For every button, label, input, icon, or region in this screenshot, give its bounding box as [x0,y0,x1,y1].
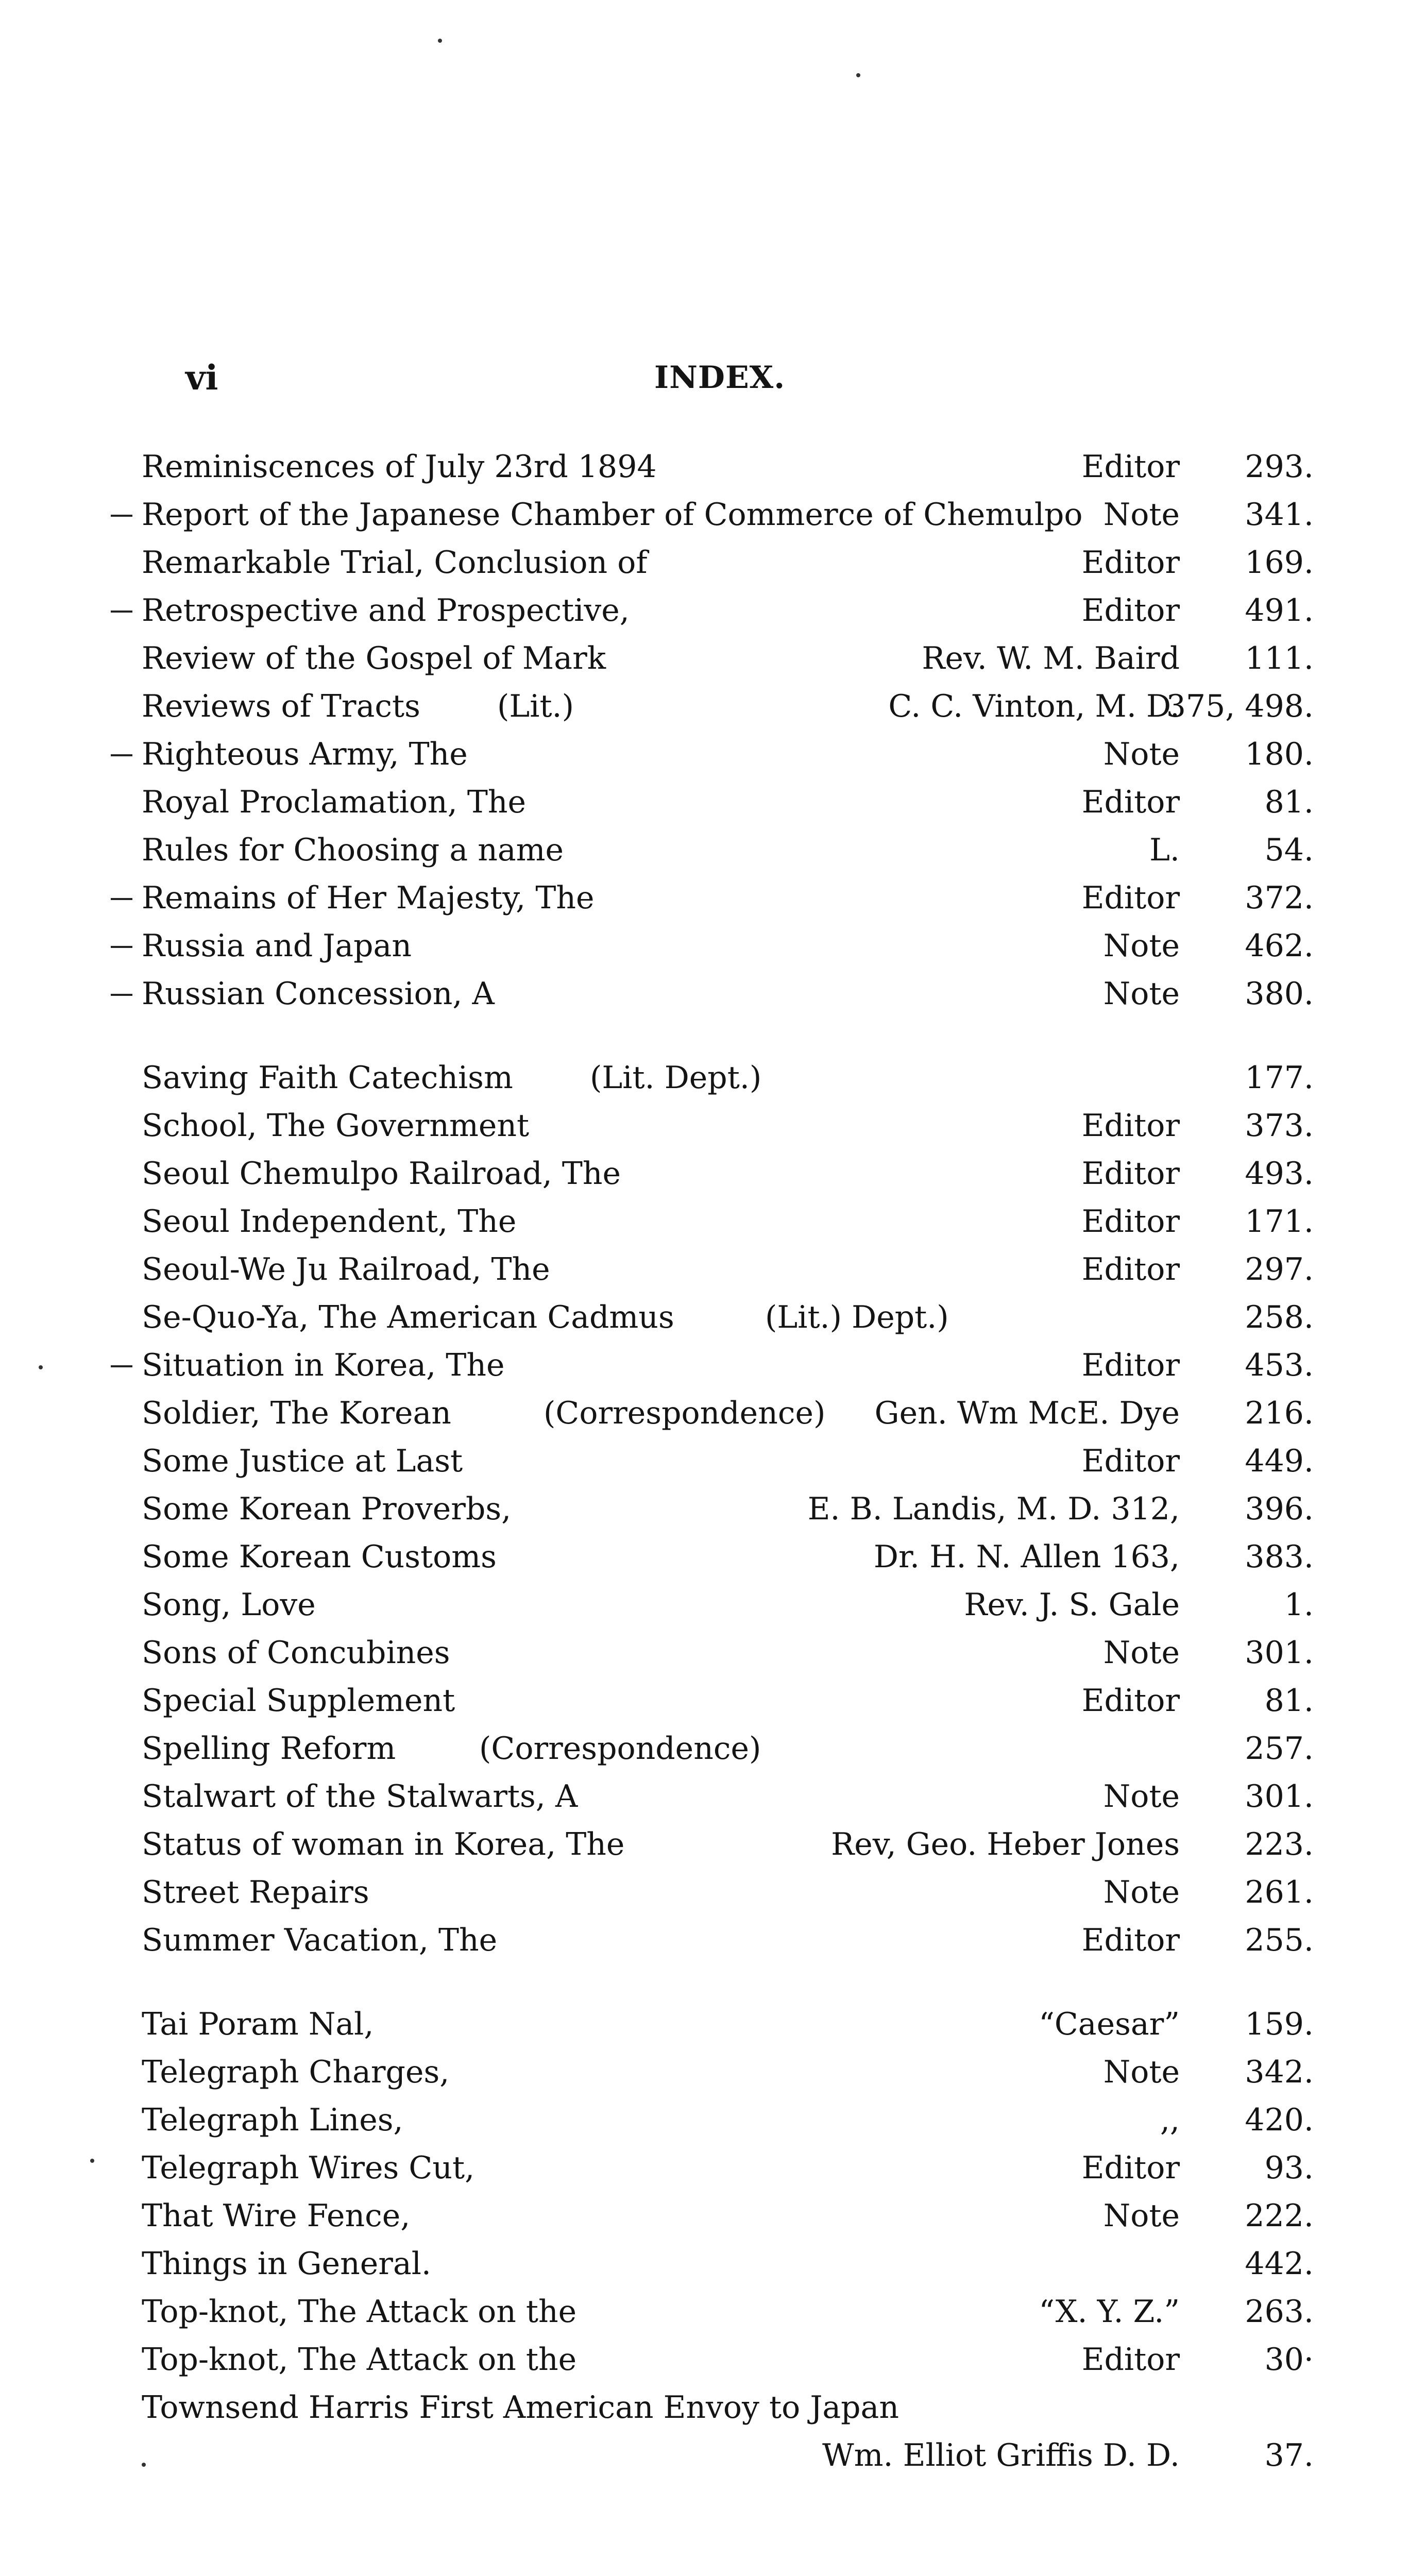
entry-title: Soldier, The Korean [142,1395,451,1431]
entry-page-number: 293. [1245,449,1314,485]
entry-author: Rev. J. S. Gale [964,1587,1180,1623]
index-entry [142,1629,1327,1677]
entry-author: Editor [1081,592,1180,629]
entry-title: Remarkable Trial, Conclusion of [142,545,648,581]
index-entry [142,1869,1327,1917]
entry-author: E. B. Landis, M. D. 312, [807,1491,1180,1527]
index-entry [142,1485,1327,1533]
entry-title: Status of woman in Korea, The [142,1826,625,1862]
entry-page-number: 180. [1245,736,1314,772]
entry-page-number: 177. [1245,1060,1314,1096]
entry-page-number: 383. [1245,1539,1314,1575]
margin-pencil-mark [111,1365,132,1367]
entry-title: Special Supplement [142,1683,455,1719]
entry-author: Note [1103,736,1180,772]
margin-pencil-mark [111,611,132,613]
index-entry [142,443,1327,491]
index-entry [142,491,1327,539]
entry-title: Se-Quo-Ya, The American Cadmus [142,1299,674,1335]
index-entry [142,970,1327,1018]
entry-author: Note [1103,1778,1180,1815]
index-entry [142,2144,1327,2192]
entry-author: Note [1103,497,1180,533]
entry-title: Saving Faith Catechism [142,1060,513,1096]
print-speck [90,2159,94,2163]
entry-page-number: 81. [1264,784,1314,820]
entry-title: Telegraph Charges, [142,2054,450,2090]
entry-page-number: 453. [1245,1347,1314,1383]
entry-page-number: 30· [1264,2342,1314,2378]
entry-note: (Correspondence) [544,1395,826,1431]
entry-title: Top-knot, The Attack on the [142,2294,577,2330]
entry-title: Seoul-We Ju Railroad, The [142,1251,550,1287]
entry-page-number: 493. [1245,1156,1314,1192]
entry-title: Townsend Harris First American Envoy to Japan [142,2389,899,2426]
entry-title: Spelling Reform [142,1731,396,1767]
index-entry [142,1581,1327,1629]
entry-title: Tai Poram Nal, [142,2006,374,2042]
index-entry [142,587,1327,635]
entry-author: L. [1149,832,1180,868]
entry-page-number: 449. [1245,1443,1314,1479]
index-section [142,443,1327,1018]
entry-page-number: 442. [1245,2246,1314,2282]
index-entry [142,1773,1327,1821]
index-entry [142,1150,1327,1198]
index-entry [142,2336,1327,2384]
entry-title: Review of the Gospel of Mark [142,640,606,676]
entry-author: “X. Y. Z.” [1039,2294,1180,2330]
entry-page-number: 93. [1264,2150,1314,2186]
entry-author: Note [1103,2054,1180,2090]
index-entry [142,826,1327,874]
index-entry [142,874,1327,922]
index-entry [142,731,1327,778]
entry-title: Top-knot, The Attack on the [142,2342,577,2378]
index-entry [142,2384,1327,2480]
index-section [142,1054,1327,1964]
entry-author: Editor [1081,2150,1180,2186]
entry-title: Things in General. [142,2246,431,2282]
entry-title: That Wire Fence, [142,2198,411,2234]
entry-author: Editor [1081,1251,1180,1287]
entry-author: Dr. H. N. Allen 163, [873,1539,1180,1575]
entry-author: Editor [1081,1156,1180,1192]
running-title: INDEX. [654,360,786,396]
entry-title: Royal Proclamation, The [142,784,527,820]
entry-author: Note [1103,976,1180,1012]
entry-author: Note [1103,1874,1180,1910]
index-entry [142,2096,1327,2144]
entry-author: Editor [1081,1347,1180,1383]
entry-title: Some Korean Customs [142,1539,497,1575]
margin-pencil-mark [111,898,132,900]
entry-title: Some Korean Proverbs, [142,1491,512,1527]
entry-author: Gen. Wm McE. Dye [874,1395,1180,1431]
entry-page-number: 342. [1245,2054,1314,2090]
print-speck [39,1365,43,1369]
entry-author: Editor [1081,1443,1180,1479]
index-entry [142,635,1327,683]
entry-page-number: 223. [1245,1826,1314,1862]
entry-page-number: 261. [1245,1874,1314,1910]
entry-author: “Caesar” [1039,2006,1180,2042]
entry-author: Editor [1081,2342,1180,2378]
print-speck [142,2463,146,2467]
entry-author: Editor [1081,1108,1180,1144]
entry-author: Rev. W. M. Baird [922,640,1180,676]
entry-page-number: 1. [1284,1587,1314,1623]
entry-page-number: 81. [1264,1683,1314,1719]
print-speck [856,73,860,77]
index-entry [142,2288,1327,2336]
entry-title: Russian Concession, A [142,976,495,1012]
entry-note: (Lit.) [497,688,574,724]
index-entry [142,1102,1327,1150]
entry-note: (Correspondence) [479,1731,761,1767]
folio-page-number: vi [185,358,218,398]
entry-title: Rules for Choosing a name [142,832,564,868]
entry-author: Editor [1081,1204,1180,1240]
entry-author: Note [1103,1635,1180,1671]
entry-page-number: 171. [1245,1204,1314,1240]
entry-page-number: 420. [1245,2102,1314,2138]
index-entry [142,2048,1327,2096]
entry-page-number: 301. [1245,1778,1314,1815]
entry-page-number: 396. [1245,1491,1314,1527]
entry-title: Russia and Japan [142,928,412,964]
margin-pencil-mark [111,515,132,517]
entry-title: Some Justice at Last [142,1443,463,1479]
entry-page-number: 111. [1245,640,1314,676]
index-entry [142,2192,1327,2240]
entry-title: Stalwart of the Stalwarts, A [142,1778,578,1815]
entry-page-number: 375, 498. [1166,688,1314,724]
entry-page-number: 257. [1245,1731,1314,1767]
entry-author: Editor [1081,784,1180,820]
page-header [185,354,1339,401]
entry-page-number: 341. [1245,497,1314,533]
entry-page-number: 462. [1245,928,1314,964]
entry-title: Seoul Independent, The [142,1204,517,1240]
entry-title: Telegraph Lines, [142,2102,403,2138]
index-entry [142,1342,1327,1389]
entry-note: (Lit.) Dept.) [765,1299,949,1335]
entry-title: Retrospective and Prospective, [142,592,630,629]
entry-page-number: 491. [1245,592,1314,629]
index-entry [142,1054,1327,1102]
index-entry [142,1533,1327,1581]
entry-title: Summer Vacation, The [142,1922,498,1958]
entry-author: Editor [1081,545,1180,581]
entry-title: Righteous Army, The [142,736,468,772]
entry-author: C. C. Vinton, M. D. [888,688,1180,724]
entry-page-number: 380. [1245,976,1314,1012]
entry-title: Report of the Japanese Chamber of Commerce of Chemulpo [142,497,1083,533]
entry-title: Situation in Korea, The [142,1347,505,1383]
index-entry [142,1437,1327,1485]
index-entry [142,1677,1327,1725]
index-entry [142,2001,1327,2048]
index-entry [142,778,1327,826]
entry-page-number: 159. [1245,2006,1314,2042]
index-entry [142,1389,1327,1437]
entry-author: Editor [1081,1683,1180,1719]
entry-note: (Lit. Dept.) [590,1060,762,1096]
index-section [142,2001,1327,2480]
entry-page-number: 258. [1245,1299,1314,1335]
entry-page-number: 169. [1245,545,1314,581]
index-entry [142,2240,1327,2288]
entry-author: Editor [1081,880,1180,916]
entry-author: Editor [1081,449,1180,485]
entry-page-number: 297. [1245,1251,1314,1287]
entry-author: ,, [1160,2102,1180,2138]
entry-author: Note [1103,2198,1180,2234]
index-entry [142,539,1327,587]
index-entry [142,922,1327,970]
margin-pencil-mark [111,946,132,948]
entry-page-number: 263. [1245,2294,1314,2330]
entry-title: Reviews of Tracts [142,688,420,724]
entry-title: Reminiscences of July 23rd 1894 [142,449,657,485]
entry-title: Street Repairs [142,1874,369,1910]
entry-author: Wm. Elliot Griffis D. D. [822,2437,1180,2473]
margin-pencil-mark [111,994,132,996]
entry-title: Seoul Chemulpo Railroad, The [142,1156,621,1192]
entry-page-number: 216. [1245,1395,1314,1431]
entry-author: Editor [1081,1922,1180,1958]
margin-pencil-mark [111,754,132,756]
entry-author: Rev, Geo. Heber Jones [831,1826,1180,1862]
index-entry [142,1917,1327,1964]
index-entries [142,443,1327,2480]
index-entry [142,1725,1327,1773]
entry-page-number: 54. [1264,832,1314,868]
index-entry [142,683,1327,731]
entry-page-number: 372. [1245,880,1314,916]
index-entry [142,1294,1327,1342]
entry-author: Note [1103,928,1180,964]
entry-page-number: 255. [1245,1922,1314,1958]
index-entry [142,1198,1327,1246]
entry-page-number: 301. [1245,1635,1314,1671]
entry-title: Remains of Her Majesty, The [142,880,595,916]
entry-title: School, The Government [142,1108,530,1144]
index-entry [142,1821,1327,1869]
entry-title: Telegraph Wires Cut, [142,2150,475,2186]
entry-page-number: 37. [1264,2437,1314,2473]
entry-title: Song, Love [142,1587,316,1623]
print-speck [438,39,442,43]
index-entry [142,1246,1327,1294]
entry-page-number: 373. [1245,1108,1314,1144]
entry-page-number: 222. [1245,2198,1314,2234]
entry-title: Sons of Concubines [142,1635,450,1671]
